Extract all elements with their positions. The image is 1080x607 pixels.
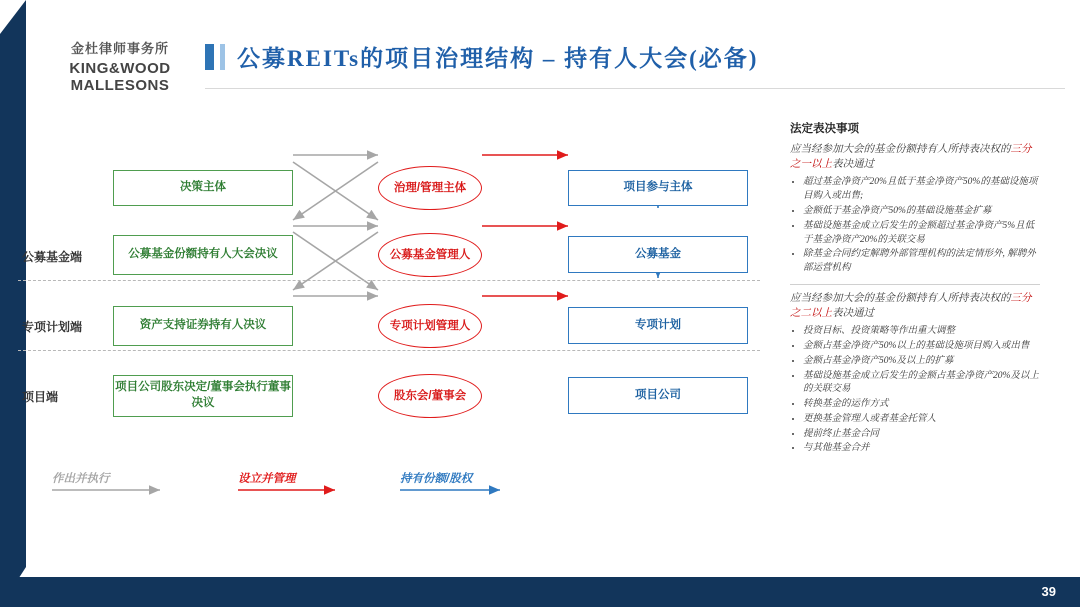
- panel-list-one-third: [790, 176, 1040, 275]
- panel-lead-1-emphasis: 三分之一以上: [790, 144, 1032, 171]
- list-item: • 转换基金的运作方式: [803, 398, 1040, 412]
- logo-chinese: 金杜律师事务所: [70, 41, 169, 56]
- logo-english-line2: MALLESONS: [70, 77, 170, 94]
- list-item: • 金额占基金净资产50%以上的基础设施项目购入或出售: [803, 340, 1040, 354]
- list-item: • 除基金合同约定解聘外部管理机构的法定情形外, 解聘外部运营机构: [803, 248, 1040, 276]
- row-divider-1: [18, 280, 760, 281]
- row-label-fund: 公募基金端: [22, 250, 83, 264]
- list-item: • 基础设施基金成立后发生的金额占基金净资产20%及以上的关联交易: [803, 370, 1040, 398]
- panel-list-two-thirds: [790, 325, 1040, 456]
- panel-lead-1-pre: 应当经参加大会的基金份额持有人所持表决权的: [790, 144, 1011, 155]
- panel-lead-2: [790, 291, 1040, 321]
- decision-box-row1: 公募基金份额持有人大会决议: [113, 235, 293, 275]
- participant-box-row3: 项目公司: [568, 377, 748, 414]
- legal-voting-panel: [790, 120, 1040, 464]
- panel-lead-2-pre: 应当经参加大会的基金份额持有人所持表决权的: [790, 292, 1011, 304]
- column-header-governance: 治理/管理主体: [378, 166, 482, 210]
- participant-box-row2: 专项计划: [568, 307, 748, 344]
- panel-lead-1-post: 表决通过: [832, 159, 874, 171]
- legend-item-execute: 作出并执行: [52, 473, 110, 485]
- panel-divider: [790, 284, 1040, 285]
- list-item: • 与其他基金合并: [803, 442, 1040, 456]
- row-label-abs: 专项计划端: [22, 320, 83, 334]
- list-item: • 超过基金净资产20%且低于基金净资产50%的基础设施项目购入或出售;: [803, 176, 1040, 204]
- page-title-text: 公募REITs的项目治理结构 – 持有人大会(必备): [237, 46, 759, 71]
- governance-node-row2: 专项计划管理人: [378, 304, 482, 348]
- list-item: • 更换基金管理人或者基金托管人: [803, 413, 1040, 427]
- governance-diagram: [0, 100, 780, 580]
- legend-item-hold: 持有份额/股权: [400, 473, 473, 485]
- participant-box-row1: 公募基金: [568, 236, 748, 273]
- title-mark-primary: [205, 44, 214, 70]
- page-title: [205, 40, 758, 73]
- decision-box-row3: 项目公司股东决定/董事会执行董事决议: [113, 375, 293, 417]
- footer-bar: [0, 577, 1080, 607]
- governance-node-row1: 公募基金管理人: [378, 233, 482, 277]
- list-item: • 提前终止基金合同: [803, 428, 1040, 442]
- panel-lead-2-emphasis: 三分之二以上: [790, 292, 1032, 320]
- list-item: • 金额占基金净资产50%及以上的扩募: [803, 355, 1040, 369]
- governance-node-row3: 股东会/董事会: [378, 374, 482, 418]
- page-number: 39: [1041, 584, 1056, 599]
- list-item: • 金额低于基金净资产50%的基础设施基金扩募: [803, 205, 1040, 219]
- list-item: • 基础设施基金成立后发生的金额超过基金净资产5%且低于基金净资产20%的关联交易: [803, 220, 1040, 248]
- legend-item-manage: 设立并管理: [238, 473, 296, 485]
- firm-logo: [55, 38, 185, 94]
- row-label-project: 项目端: [22, 390, 59, 404]
- column-header-participant: 项目参与主体: [568, 170, 748, 206]
- column-header-decision: 决策主体: [113, 170, 293, 206]
- panel-lead-2-post: 表决通过: [832, 308, 874, 320]
- title-mark-secondary: [220, 44, 225, 70]
- panel-lead-1: [790, 142, 1040, 172]
- accent-wedge-top: [0, 0, 26, 34]
- logo-english-line1: KING&WOOD: [69, 60, 171, 77]
- decision-box-row2: 资产支持证券持有人决议: [113, 306, 293, 346]
- row-divider-2: [18, 350, 760, 351]
- title-divider: [205, 88, 1065, 89]
- list-item: • 投资目标、投资策略等作出重大调整: [803, 325, 1040, 339]
- panel-heading: 法定表决事项: [790, 123, 859, 135]
